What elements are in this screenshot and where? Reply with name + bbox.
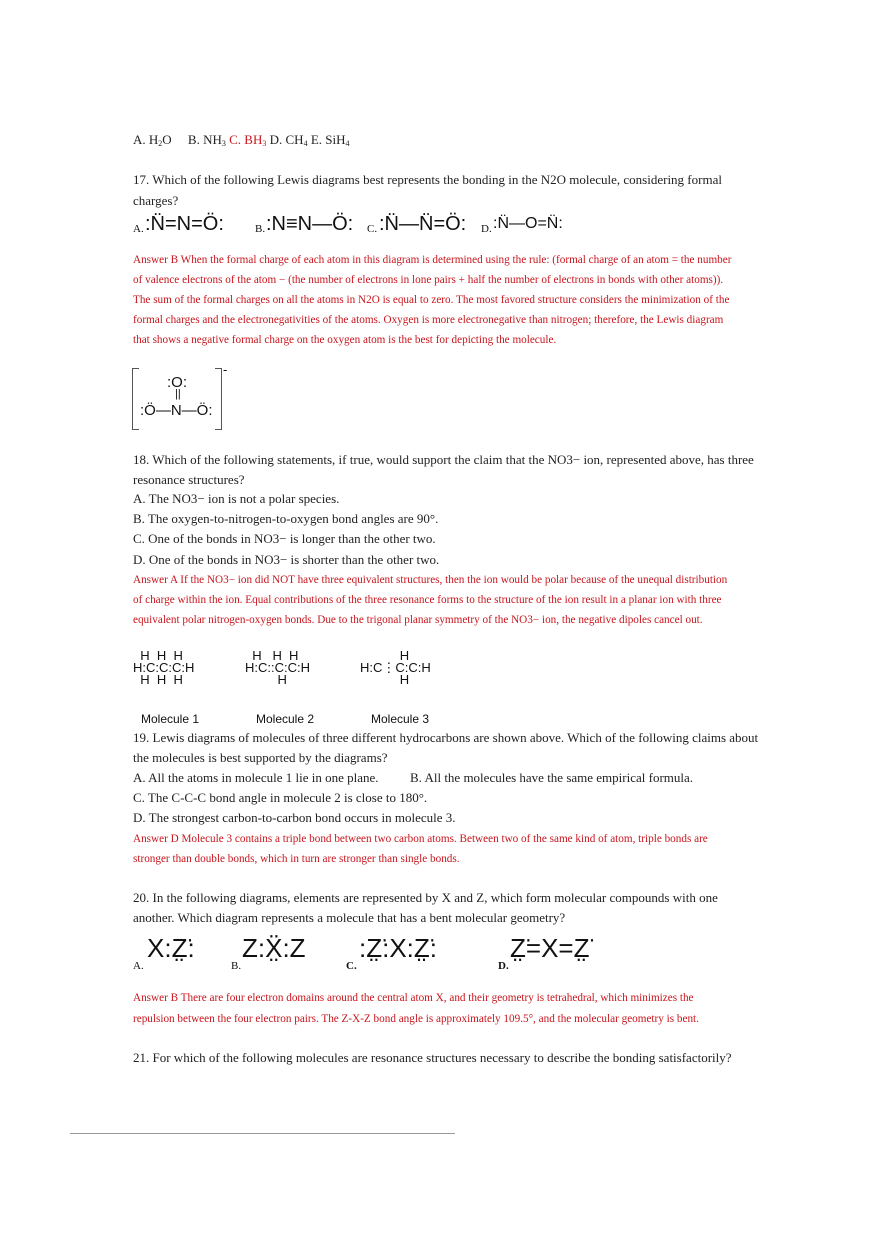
answer-line: stronger than double bonds, which in turn are stronger than single bonds.: [133, 853, 460, 865]
option-a: A. $H_2O$: [133, 132, 172, 148]
answer-line: of valence electrons of the atom − (the number of electrons in lone pairs + half the number of electrons in bonds with other atoms)).: [133, 274, 724, 286]
option-b: B. $NH_3$: [187, 132, 226, 148]
molecule-2-diagram: H H H H:C::C:C:H H: [245, 648, 310, 687]
answer-line: Answer D Molecule 3 contains a triple bond between two carbon atoms. Between two of the same kind of atom, triple bonds are: [133, 833, 708, 845]
option-d: D. $CH_4$: [269, 132, 308, 148]
label-d: D.: [498, 960, 509, 972]
label-c: C.: [346, 960, 357, 972]
q18-question: 18. Which of the following statements, if true, would support the claim that the NO3− ion, represented above, has three: [133, 452, 754, 467]
oxygen-top: :O:: [167, 374, 188, 391]
q19-question: the molecules is best supported by the diagrams?: [133, 750, 388, 765]
q17-question: 17. Which of the following Lewis diagrams best represents the bonding in the N2O molecule, considering formal: [133, 172, 722, 187]
lewis-structure-c: :N̈—N̈=Ö:: [379, 213, 467, 235]
q18-option-a: A. The NO3− ion is not a polar species.: [133, 491, 340, 506]
molecule-1-diagram: H H H H:C:C:C:H H H H: [133, 648, 195, 687]
lewis-structure-d: Z̤̈=X=Z̤̈: [510, 933, 590, 963]
bottom-row: :Ö—N—Ö:: [140, 402, 213, 419]
q21-question: 21. For which of the following molecules are resonance structures necessary to describe the bonding satisfactorily?: [133, 1050, 732, 1065]
answer-line: repulsion between the four electron pairs. The Z-X-Z bond angle is approximately 109.5°, and the molecular geometry is bent.: [133, 1013, 699, 1025]
q20-question: 20. In the following diagrams, elements are represented by X and Z, which form molecular compounds with one: [133, 890, 718, 905]
label-c: C.: [367, 223, 378, 235]
answer-line: Answer B When the formal charge of each atom in this diagram is determined using the rule: (formal charge of an atom = the number: [133, 254, 732, 266]
q18-option-d: D. One of the bonds in NO3− is shorter than the other two.: [133, 552, 440, 567]
label-a: A.: [133, 223, 144, 235]
answer-line: formal charges and the electronegativities of the atoms. Oxygen is more electronegative than nitrogen; therefore, the Lewis diagram: [133, 314, 724, 326]
q19-option-c: C. The C-C-C bond angle in molecule 2 is close to 180°.: [133, 790, 428, 805]
lewis-structure-b: Z:Ẍ̤:Z: [242, 933, 306, 963]
answer-line: of charge within the ion. Equal contributions of the three resonance forms to the structure of the ion result in a planar ion with three: [133, 594, 722, 606]
molecule-3-diagram: H H:C⋮C:C:H H: [360, 648, 431, 687]
label-d: D.: [481, 223, 492, 235]
molecule-1-caption: Molecule 1: [141, 712, 200, 726]
lewis-structure-b: :N≡N—Ö:: [266, 213, 354, 235]
option-e: E. SiH$_4$: [310, 132, 350, 148]
charge: -: [223, 362, 228, 377]
footnote-divider: [70, 1133, 455, 1134]
q19-option-a: A. All the atoms in molecule 1 lie in one plane.: [133, 770, 379, 785]
q20-question: another. Which diagram represents a molecule that has a bent molecular geometry?: [133, 910, 566, 925]
molecule-2-caption: Molecule 2: [256, 712, 315, 726]
label-b: B.: [255, 223, 266, 235]
label-a: A.: [133, 960, 144, 972]
answer-line: The sum of the formal charges on all the atoms in N2O is equal to zero. The most favored structure considers the minimization of the: [133, 294, 730, 306]
q18-option-b: B. The oxygen-to-nitrogen-to-oxygen bond angles are 90°.: [133, 511, 439, 526]
lewis-structure-a: :N̈=N=Ö:: [145, 213, 224, 235]
label-b: B.: [231, 960, 242, 972]
no3-lewis-diagram: [132, 362, 228, 430]
q18-option-c: C. One of the bonds in NO3− is longer than the other two.: [133, 531, 436, 546]
molecule-3-caption: Molecule 3: [371, 712, 430, 726]
lewis-structure-c: :Z̤̈:X:Z̤̈:: [359, 933, 437, 963]
q19-question: 19. Lewis diagrams of molecules of three different hydrocarbons are shown above. Which of the following claims about: [133, 730, 759, 745]
q19-option-d: D. The strongest carbon-to-carbon bond occurs in molecule 3.: [133, 810, 456, 825]
lewis-structure-a: X:Z̤̈:: [147, 933, 195, 963]
lewis-structure-d: :N̈—O=N̈:: [493, 215, 563, 232]
answer-line: that shows a negative formal charge on the oxygen atom is the best for depicting the molecule.: [133, 334, 557, 346]
answer-line: Answer B There are four electron domains around the central atom X, and their geometry is tetrahedral, which minimizes the: [133, 992, 694, 1004]
double-bond: ||: [175, 388, 181, 400]
answer-line: Answer A If the NO3− ion did NOT have three equivalent structures, then the ion would be polar because of the unequal distribution: [133, 574, 728, 586]
q16-options: [133, 132, 349, 152]
q19-option-b: B. All the molecules have the same empirical formula.: [410, 770, 694, 785]
q18-question: resonance structures?: [133, 472, 245, 487]
q17-question: charges?: [133, 193, 179, 208]
option-c-correct: C. $BH_3$: [229, 132, 267, 148]
answer-line: equivalent polar nitrogen-oxygen bonds. Due to the trigonal planar symmetry of the NO3− ion, the negative dipoles cancel out.: [133, 614, 703, 626]
